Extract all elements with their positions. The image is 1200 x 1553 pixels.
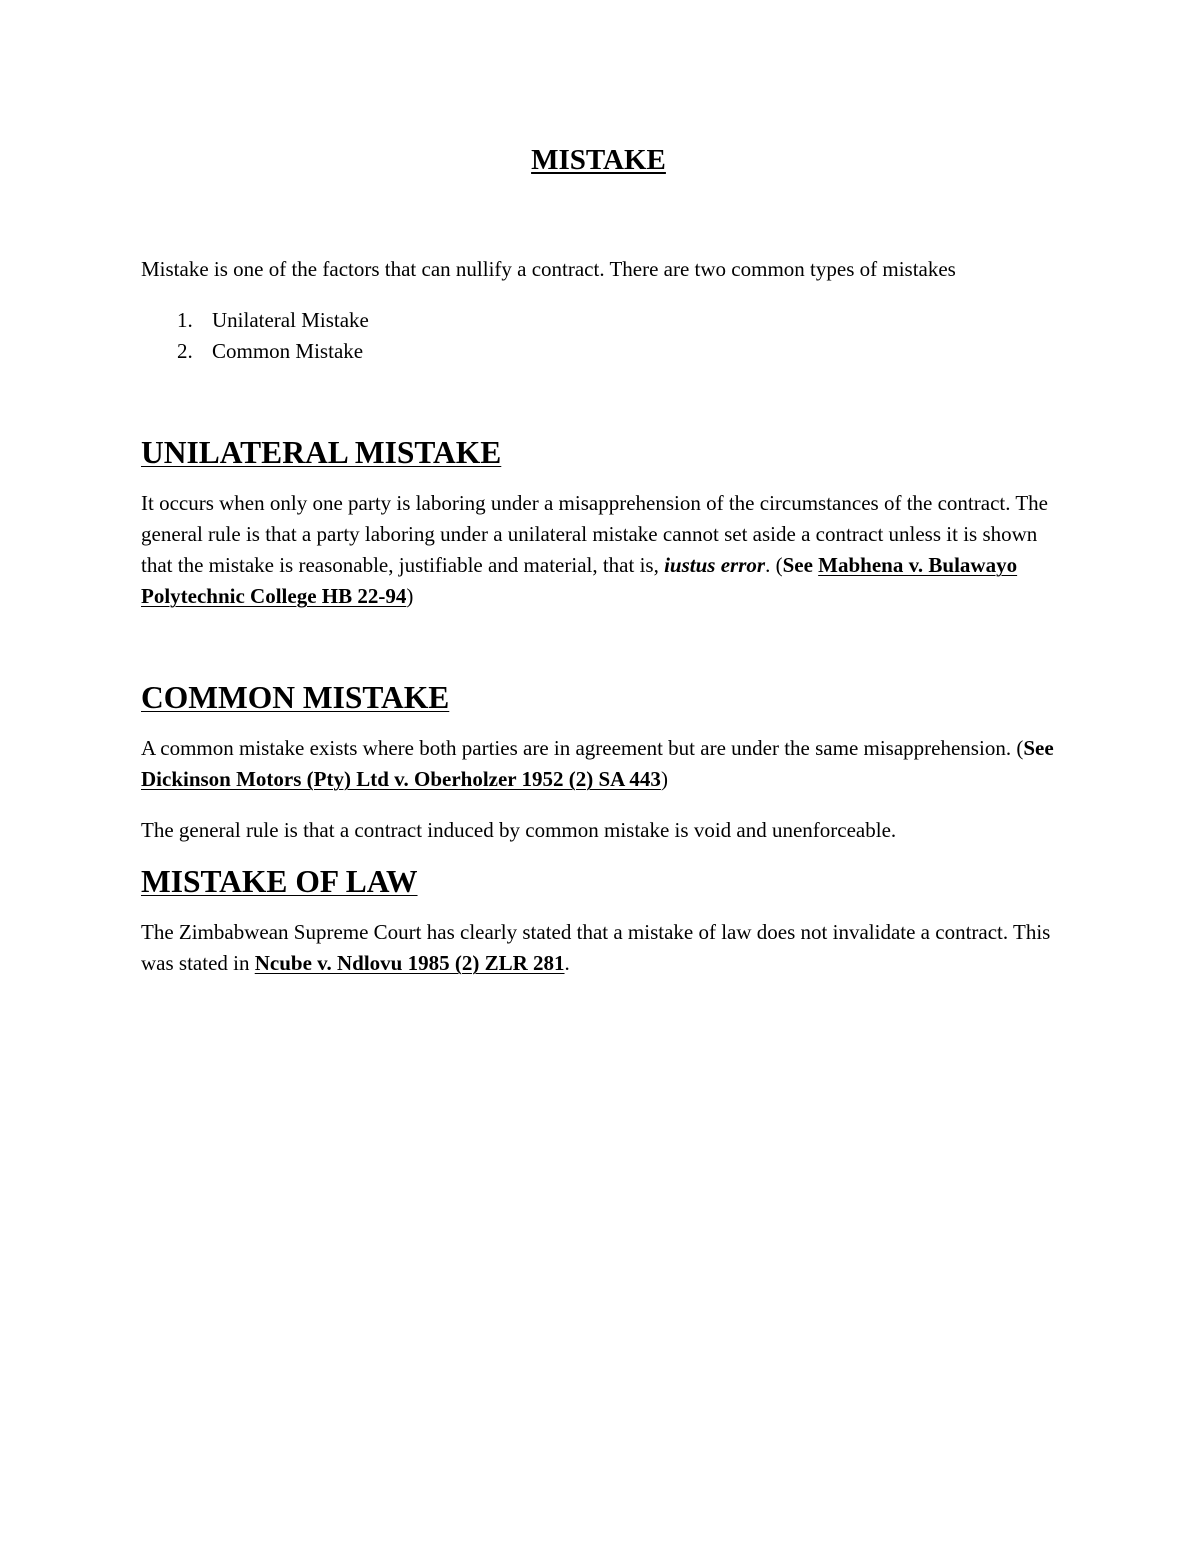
- latin-term: iustus error: [664, 553, 766, 577]
- law-paragraph: [141, 917, 1056, 979]
- document-body: [141, 140, 1056, 979]
- closing-paren: ): [406, 584, 414, 608]
- case-citation-mabhena: Mabhena v. Bulawayo Polytechnic College HB 22-94: [141, 553, 1018, 608]
- list-number: 2.: [177, 339, 193, 363]
- list-item-label: Unilateral Mistake: [212, 308, 369, 332]
- list-item: [141, 336, 1056, 367]
- closing-paren: ): [660, 767, 668, 791]
- law-text: The Zimbabwean Supreme Court has clearly stated that a mistake of law does not invalidate a contract. This was stated in: [141, 920, 1051, 975]
- unilateral-paragraph: [141, 488, 1056, 612]
- common-paragraph: [141, 733, 1056, 795]
- section-heading-law: MISTAKE OF LAW: [141, 864, 418, 899]
- section-heading-common: COMMON MISTAKE: [141, 680, 450, 715]
- unilateral-punctuation: . (: [765, 553, 783, 577]
- case-citation-dickinson: Dickinson Motors (Pty) Ltd v. Oberholzer 1952 (2) SA 443: [141, 767, 661, 791]
- case-citation-ncube: Ncube v. Ndlovu 1985 (2) ZLR 281: [254, 951, 565, 975]
- common-text: A common mistake exists where both parties are in agreement but are under the same misapprehension. (: [141, 736, 1024, 760]
- common-rule-paragraph: The general rule is that a contract induced by common mistake is void and unenforceable.: [141, 818, 897, 842]
- closing-period: .: [564, 951, 570, 975]
- section-heading-unilateral: UNILATERAL MISTAKE: [141, 435, 502, 470]
- see-label: See: [1023, 736, 1054, 760]
- list-item: [141, 305, 1056, 336]
- unilateral-text: It occurs when only one party is laboring under a misapprehension of the circumstances of the contract. The general rule is that a party laboring under a unilateral mistake cannot set aside a contract unless it is shown that the mistake is reasonable, justifiable and material, that is,: [141, 491, 1048, 577]
- see-label: See: [782, 553, 819, 577]
- document-title: MISTAKE: [531, 144, 666, 176]
- list-item-label: Common Mistake: [212, 339, 364, 363]
- mistake-types-list: [141, 305, 1056, 367]
- intro-paragraph: Mistake is one of the factors that can nullify a contract. There are two common types of mistakes: [141, 257, 956, 281]
- list-number: 1.: [177, 308, 193, 332]
